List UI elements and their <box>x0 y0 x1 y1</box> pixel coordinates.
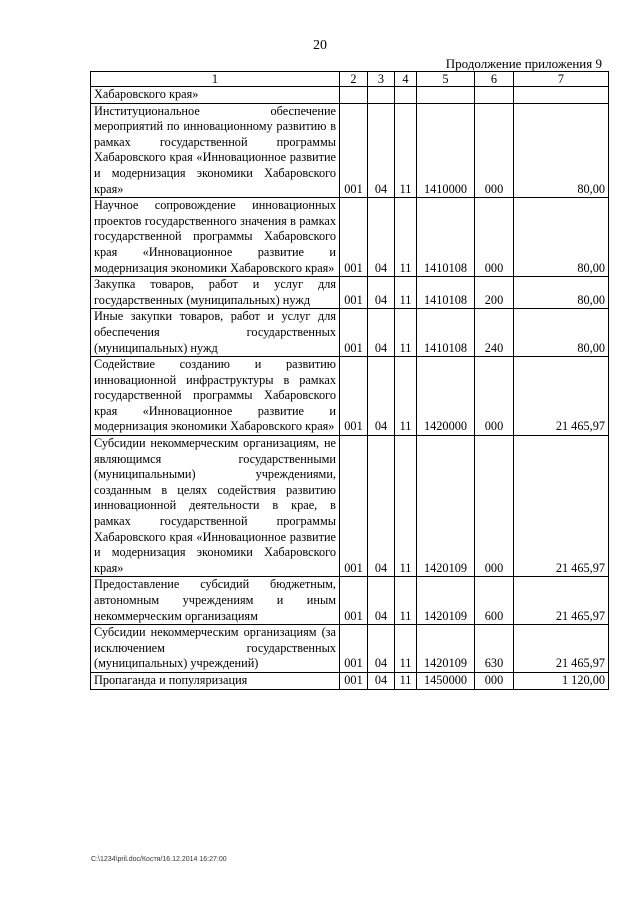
header-col-2: 2 <box>340 72 368 87</box>
description-cell: Хабаровского края» <box>91 87 340 104</box>
subsection-cell: 11 <box>395 277 417 309</box>
target-article-cell: 1420000 <box>417 357 475 436</box>
table-row <box>91 577 609 625</box>
subsection-cell: 11 <box>395 625 417 673</box>
admin-code-cell: 001 <box>340 436 368 577</box>
amount-cell: 1 120,00 <box>514 672 609 689</box>
admin-code-cell: 001 <box>340 672 368 689</box>
section-cell: 04 <box>368 672 395 689</box>
target-article-cell: 1450000 <box>417 672 475 689</box>
amount-cell: 80,00 <box>514 103 609 198</box>
admin-code-cell: 001 <box>340 357 368 436</box>
amount-cell: 21 465,97 <box>514 577 609 625</box>
subsection-cell: 11 <box>395 357 417 436</box>
description-cell: Закупка товаров, работ и услуг для государственных (муниципальных) нужд <box>91 277 340 309</box>
subsection-cell: 11 <box>395 309 417 357</box>
target-article-cell: 1420109 <box>417 577 475 625</box>
description-cell: Институциональное обеспечение мероприятий по инновационному развитию в рамках государственной программы Хабаровского края «Инновационное развитие и модернизация экономики Хабаровского края» <box>91 103 340 198</box>
target-article-cell: 1410000 <box>417 103 475 198</box>
description-cell: Предоставление субсидий бюджетным, автономным учреждениям и иным некоммерческим организациям <box>91 577 340 625</box>
target-article-cell: 1410108 <box>417 198 475 277</box>
amount-cell: 80,00 <box>514 309 609 357</box>
amount-cell: 21 465,97 <box>514 625 609 673</box>
expense-type-cell <box>475 87 514 104</box>
expense-type-cell: 000 <box>475 198 514 277</box>
subsection-cell <box>395 87 417 104</box>
table-row <box>91 87 609 104</box>
subsection-cell: 11 <box>395 103 417 198</box>
amount-cell <box>514 87 609 104</box>
description-cell: Иные закупки товаров, работ и услуг для обеспечения государственных (муниципальных) нужд <box>91 309 340 357</box>
expense-type-cell: 630 <box>475 625 514 673</box>
expense-type-cell: 000 <box>475 672 514 689</box>
table-row <box>91 198 609 277</box>
target-article-cell: 1410108 <box>417 309 475 357</box>
section-cell <box>368 87 395 104</box>
target-article-cell <box>417 87 475 104</box>
table-row <box>91 625 609 673</box>
subsection-cell: 11 <box>395 672 417 689</box>
amount-cell: 21 465,97 <box>514 357 609 436</box>
header-col-5: 5 <box>417 72 475 87</box>
expense-type-cell: 240 <box>475 309 514 357</box>
amount-cell: 80,00 <box>514 277 609 309</box>
table-row <box>91 357 609 436</box>
section-cell: 04 <box>368 309 395 357</box>
admin-code-cell: 001 <box>340 277 368 309</box>
section-cell: 04 <box>368 103 395 198</box>
admin-code-cell: 001 <box>340 198 368 277</box>
section-cell: 04 <box>368 577 395 625</box>
continuation-label: Продолжение приложения 9 <box>445 56 602 71</box>
file-path-footer: C:\1234\pril.doc/Костя/16.12.2014 16:27:00 <box>91 856 227 863</box>
section-cell: 04 <box>368 357 395 436</box>
target-article-cell: 1410108 <box>417 277 475 309</box>
expense-type-cell: 000 <box>475 357 514 436</box>
expense-type-cell: 200 <box>475 277 514 309</box>
amount-cell: 80,00 <box>514 198 609 277</box>
table-row <box>91 436 609 577</box>
budget-table <box>90 71 609 690</box>
table-row <box>91 103 609 198</box>
target-article-cell: 1420109 <box>417 625 475 673</box>
description-cell: Пропаганда и популяризация <box>91 672 340 689</box>
section-cell: 04 <box>368 198 395 277</box>
section-cell: 04 <box>368 436 395 577</box>
subsection-cell: 11 <box>395 198 417 277</box>
subsection-cell: 11 <box>395 577 417 625</box>
description-cell: Научное сопровождение инновационных проектов государственного значения в рамках государственной программы Хабаровского края «Инновационное развитие и модернизация экономики Хабаровского края» <box>91 198 340 277</box>
admin-code-cell <box>340 87 368 104</box>
header-col-3: 3 <box>368 72 395 87</box>
amount-cell: 21 465,97 <box>514 436 609 577</box>
header-col-4: 4 <box>395 72 417 87</box>
description-cell: Субсидии некоммерческим организациям (за исключением государственных (муниципальных) учреждений) <box>91 625 340 673</box>
target-article-cell: 1420109 <box>417 436 475 577</box>
table-row <box>91 277 609 309</box>
header-col-7: 7 <box>514 72 609 87</box>
subsection-cell: 11 <box>395 436 417 577</box>
header-row <box>91 72 609 87</box>
table-row <box>91 672 609 689</box>
admin-code-cell: 001 <box>340 309 368 357</box>
expense-type-cell: 000 <box>475 103 514 198</box>
description-cell: Субсидии некоммерческим организациям, не являющимся государственными (муниципальными) учреждениями, созданным в целях содействия развитию инновационной деятельности в крае, в рамках государственной программы Хабаровского края «Инновационное развитие и модернизация экономики Хабаровского края» <box>91 436 340 577</box>
header-col-1: 1 <box>91 72 340 87</box>
description-cell: Содействие созданию и развитию инновационной инфраструктуры в рамках государственной программы Хабаровского края «Инновационное развитие и модернизация экономики Хабаровского края» <box>91 357 340 436</box>
table-body <box>91 87 609 690</box>
admin-code-cell: 001 <box>340 577 368 625</box>
header-col-6: 6 <box>475 72 514 87</box>
admin-code-cell: 001 <box>340 103 368 198</box>
table-row <box>91 309 609 357</box>
section-cell: 04 <box>368 277 395 309</box>
admin-code-cell: 001 <box>340 625 368 673</box>
section-cell: 04 <box>368 625 395 673</box>
expense-type-cell: 000 <box>475 436 514 577</box>
expense-type-cell: 600 <box>475 577 514 625</box>
page-number: 20 <box>313 38 327 53</box>
